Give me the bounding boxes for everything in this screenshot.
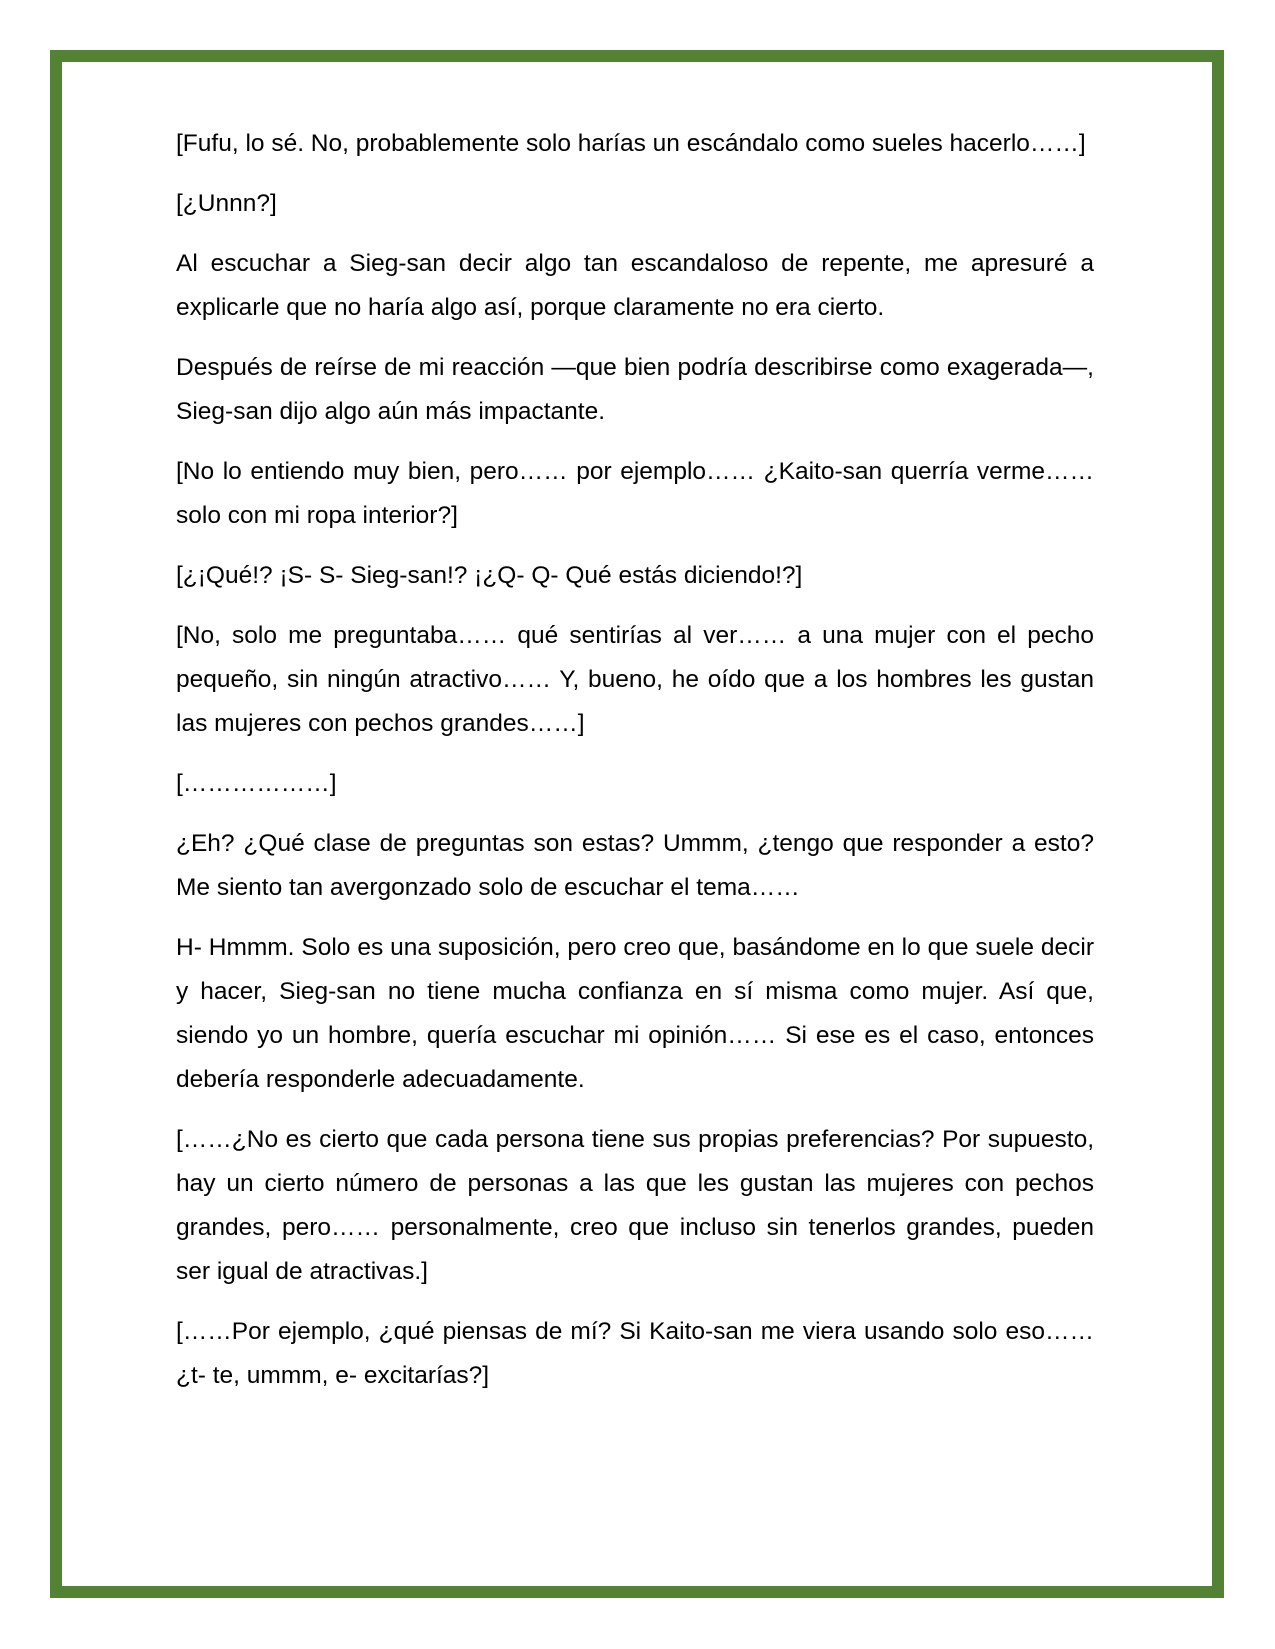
paragraph-4: Después de reírse de mi reacción —que bien podría describirse como exagerada—, Sieg-san dijo algo aún más impactante. [176,354,1094,425]
paragraph-9: ¿Eh? ¿Qué clase de preguntas son estas? Ummm, ¿tengo que responder a esto? Me siento tan avergonzado solo de escuchar el tema…… [176,830,1094,901]
paragraph-7: [No, solo me preguntaba…… qué sentirías al ver…… a una mujer con el pecho pequeño, sin ningún atractivo…… Y, bueno, he oído que a los hombres les gustan las mujeres con pechos grandes……] [176,622,1094,737]
paragraph-11: [……¿No es cierto que cada persona tiene sus propias preferencias? Por supuesto, hay un cierto número de personas a las que les gustan las mujeres con pechos grandes, pero…… personalmente, creo que incluso sin tenerlos grandes, pueden ser igual de atractivas.] [176,1126,1094,1285]
paragraph-5: [No lo entiendo muy bien, pero…… por ejemplo…… ¿Kaito-san querría verme…… solo con mi ropa interior?] [176,458,1094,529]
paragraph-12: [……Por ejemplo, ¿qué piensas de mí? Si Kaito-san me viera usando solo eso…… ¿t- te, ummm, e- excitarías?] [176,1318,1094,1389]
paragraph-3: Al escuchar a Sieg-san decir algo tan escandaloso de repente, me apresuré a explicarle que no haría algo así, porque claramente no era cierto. [176,250,1094,321]
paragraph-1: [Fufu, lo sé. No, probablemente solo harías un escándalo como sueles hacerlo……] [176,130,1086,157]
paragraph-8: [………………] [176,770,337,797]
paragraph-10: H- Hmmm. Solo es una suposición, pero creo que, basándome en lo que suele decir y hacer, Sieg-san no tiene mucha confianza en sí misma como mujer. Así que, siendo yo un hombre, quería escuchar mi opinión…… Si ese es el caso, entonces debería responderle adecuadamente. [176,934,1094,1093]
paragraph-2: [¿Unnn?] [176,190,277,217]
document-body [176,122,1094,1414]
paragraph-6: [¿¡Qué!? ¡S- S- Sieg-san!? ¡¿Q- Q- Qué estás diciendo!?] [176,562,803,589]
